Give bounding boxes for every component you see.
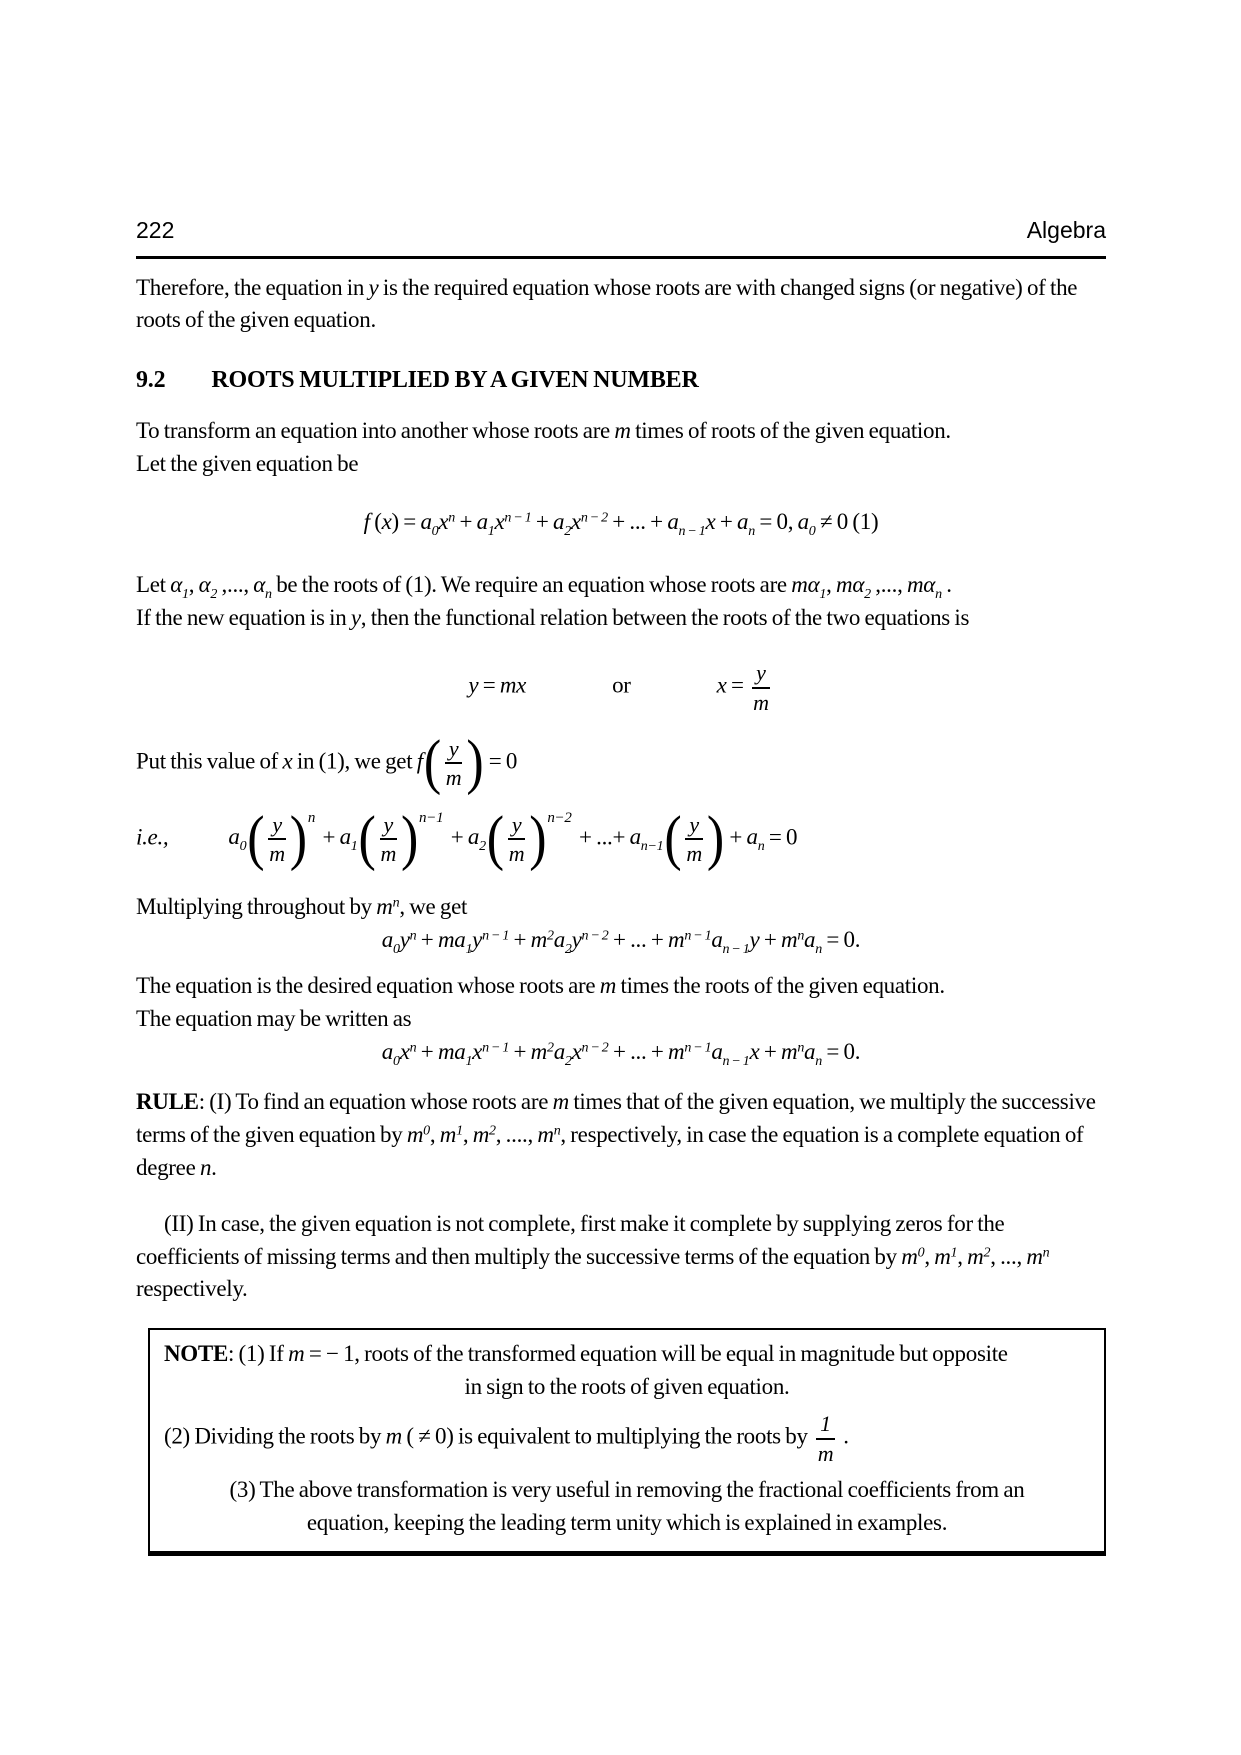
note-item-3-line1: (3) The above transformation is very useful in removing the fractional coefficients from an <box>229 1477 1025 1503</box>
given-equation-intro: Let the given equation be <box>136 450 359 476</box>
note-item-3-line2: equation, keeping the leading term unity which is explained in examples. <box>306 1509 948 1535</box>
page-content <box>136 214 1106 1556</box>
section-number: 9.2 <box>136 366 166 393</box>
intro-paragraph: Therefore, the equation in y is the required equation whose roots are with changed signs (or negative) of the roots of the given equation. <box>136 274 1078 333</box>
functional-relation-paragraph: If the new equation is in y, then the functional relation between the roots of the two equations is <box>136 604 970 630</box>
written-as-line: The equation may be written as <box>136 1005 412 1031</box>
rule-paragraph: RULE: (I) To find an equation whose roots are m times that of the given equation, we multiply the successive terms of the given equation by $m^0$, $m^1$, $m^2$, ...., $m^n$, respectively, in case the equation is a complete equation of degree n. <box>136 1089 1096 1180</box>
page-header <box>136 214 1106 259</box>
expanded-equation-x: $a_0x^n + ma_1x^{n - 1} + m^2a_2x^{n - 2}$ + ... + $m^{n - 1}a_{n - 1}x + m^na_n = 0$. <box>381 1038 861 1069</box>
note-item-1-line1: NOTE: (1) If m = − 1, roots of the transformed equation will be equal in magnitude but opposite <box>164 1341 1008 1367</box>
note-item-1-line2: in sign to the roots of given equation. <box>464 1373 790 1399</box>
section-title: ROOTS MULTIPLIED BY A GIVEN NUMBER <box>211 366 699 393</box>
substitution-line: Put this value of x in (1), we get f ( $\frac{y}{m}$ ) = 0 <box>136 728 518 796</box>
roots-paragraph: Let $\alpha_1$, $\alpha_2$ ,..., $\alpha_n$ be the roots of (1). We require an equation whose roots are $m\alpha_1$, $m\alpha_2$ ,..., $m\alpha_n$ . <box>136 572 952 602</box>
incomplete-case-paragraph: (II) In case, the given equation is not complete, first make it complete by supplying zeros for the coefficients of missing terms and then multiply the successive terms of the equation by $m^0$, $m^1$, $m^2$, ..., $m^n$ respectively. <box>136 1211 1050 1302</box>
multiply-line: Multiplying throughout by $m^n$, we get <box>136 893 468 919</box>
page-number: 222 <box>136 217 175 243</box>
equation-1: f $(x) = a_0x^n + a_1x^{n - 1} + a_2x^{n - 2}$ + ... + $a_{n - 1}x + a_n = 0$, $a_0 \ne 0$ (1) <box>363 509 879 540</box>
transform-paragraph: To transform an equation into another whose roots are m times of roots of the given equation. <box>136 418 951 444</box>
note-box <box>148 1328 1106 1556</box>
ie-equation: i.e., $a_0$ ( $\frac{y}{m}$ ) n + $a_1$ ( $\frac{y}{m}$ ) n−1 + $a_2$ ( $\frac{y}{m}$ ) n−2 + ...+ $a_{n-1}$ ( $\frac{y}{m}$ ) + $a_n = 0$ <box>136 804 798 872</box>
expanded-equation-y: $a_0y^n + ma_1y^{n - 1} + m^2a_2y^{n - 2}$ + ... + $m^{n - 1}a_{n - 1}y + m^na_n = 0$. <box>381 926 861 957</box>
relation-equation: y = mx or x = $\frac{y}{m}$ <box>468 660 769 715</box>
section-heading <box>136 363 1106 397</box>
note-item-2: (2) Dividing the roots by m ( ≠ 0) is equivalent to multiplying the roots by $\frac{1}{m}$ . <box>164 1411 849 1466</box>
running-title: Algebra <box>1026 217 1106 243</box>
desired-equation-paragraph: The equation is the desired equation whose roots are m times the roots of the given equation. <box>136 973 945 999</box>
